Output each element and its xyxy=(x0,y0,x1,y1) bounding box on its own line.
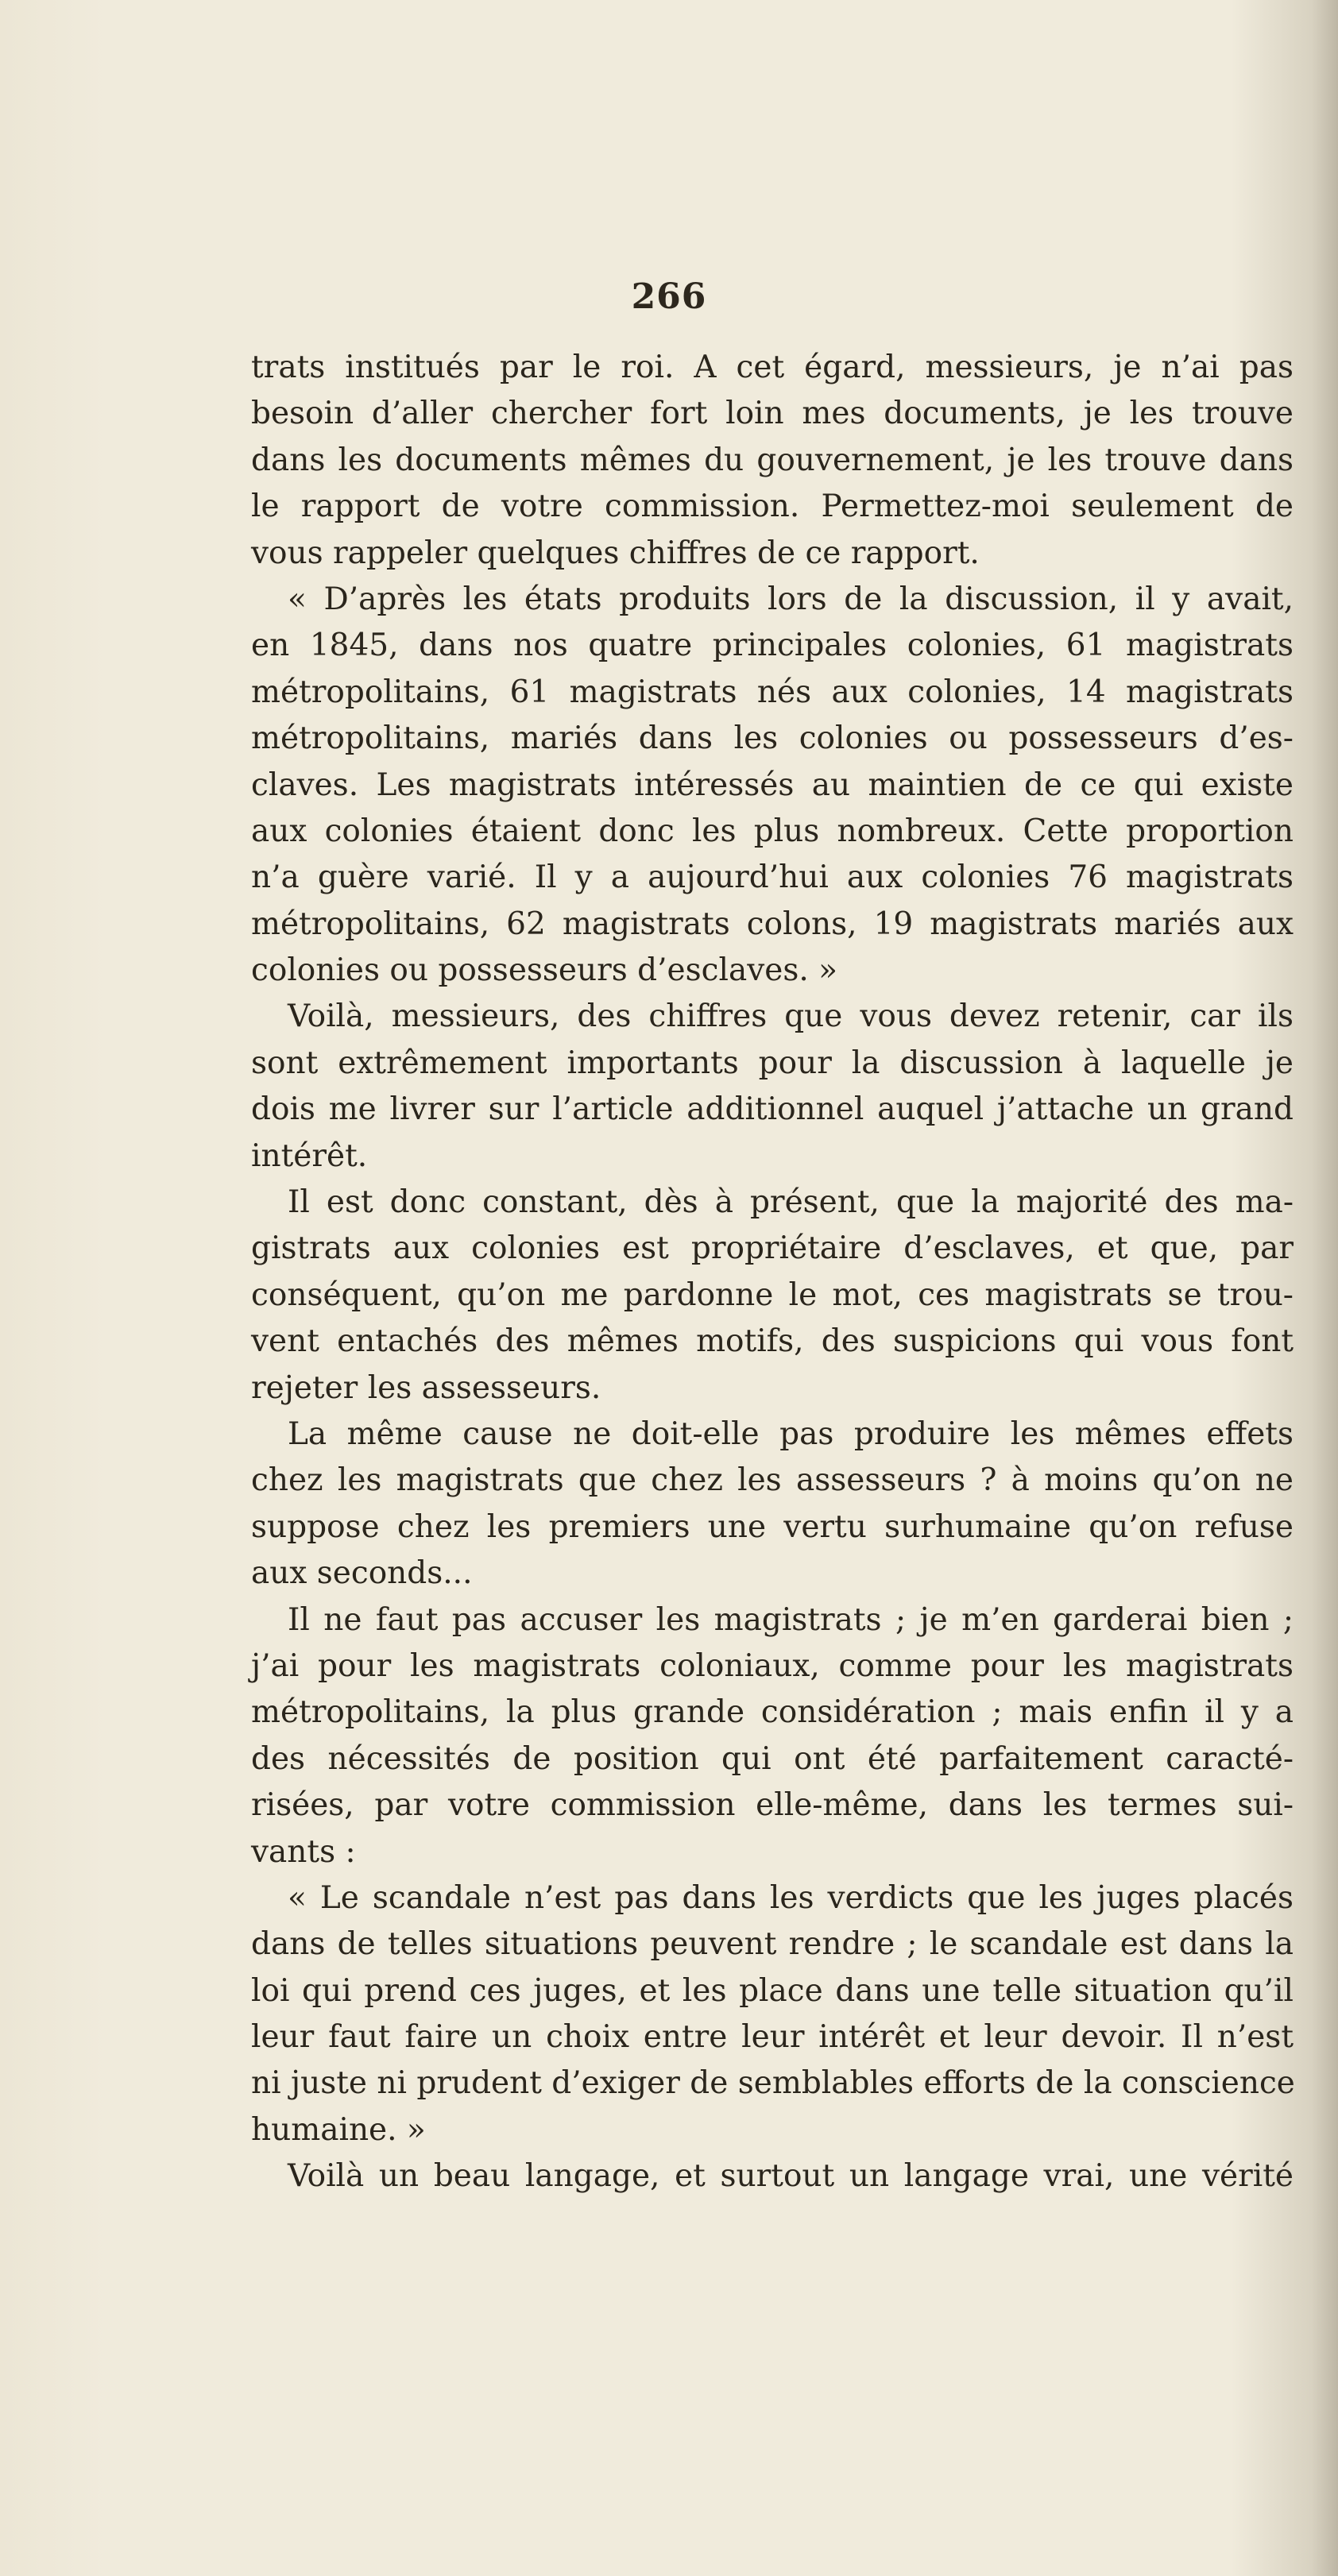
text-line: métropolitains, la plus grande considération ; mais enfin il y a xyxy=(251,1694,1294,1731)
text-line: Voilà un beau langage, et surtout un langage vrai, une vérité xyxy=(288,2158,1294,2195)
text-line: claves. Les magistrats intéressés au maintien de ce qui existe xyxy=(251,767,1294,803)
text-line: vous rappeler quelques chiffres de ce rapport. xyxy=(251,535,980,571)
text-line: gistrats aux colonies est propriétaire d’esclaves, et que, par xyxy=(251,1230,1294,1267)
text-line: dois me livrer sur l’article additionnel auquel j’attache un grand xyxy=(251,1091,1294,1128)
text-line: sont extrêmement importants pour la discussion à laquelle je xyxy=(251,1045,1294,1081)
text-line: humaine. » xyxy=(251,2111,426,2148)
text-line: rejeter les assesseurs. xyxy=(251,1369,601,1406)
text-line: La même cause ne doit-elle pas produire les mêmes effets xyxy=(288,1415,1294,1452)
text-line: aux colonies étaient donc les plus nombreux. Cette proportion xyxy=(251,813,1294,849)
text-line: dans les documents mêmes du gouvernement, je les trouve dans xyxy=(251,442,1294,478)
text-line: suppose chez les premiers une vertu surhumaine qu’on refuse xyxy=(251,1508,1294,1545)
text-line: aux seconds... xyxy=(251,1555,473,1592)
text-line: dans de telles situations peuvent rendre ; le scandale est dans la xyxy=(251,1926,1294,1963)
text-line: intérêt. xyxy=(251,1137,368,1174)
text-line: ni juste ni prudent d’exiger de semblables efforts de la conscience xyxy=(251,2065,1295,2102)
body-text xyxy=(251,345,1294,2200)
text-line: en 1845, dans nos quatre principales colonies, 61 magistrats xyxy=(251,628,1294,664)
text-line: loi qui prend ces juges, et les place dans une telle situation qu’il xyxy=(251,1972,1294,2009)
text-line: besoin d’aller chercher fort loin mes documents, je les trouve xyxy=(251,396,1294,432)
text-line: vent entachés des mêmes motifs, des suspicions qui vous font xyxy=(251,1323,1294,1360)
text-line: des nécessités de position qui ont été parfaitement caracté- xyxy=(251,1740,1294,1777)
text-line: métropolitains, mariés dans les colonies ou possesseurs d’es- xyxy=(251,720,1294,757)
text-line: « Le scandale n’est pas dans les verdicts que les juges placés xyxy=(288,1879,1294,1916)
text-line: trats institués par le roi. A cet égard, messieurs, je n’ai pas xyxy=(251,350,1294,385)
text-line: vants : xyxy=(251,1833,356,1870)
text-line: conséquent, qu’on me pardonne le mot, ces magistrats se trou- xyxy=(251,1276,1294,1313)
text-line: Il est donc constant, dès à présent, que la majorité des ma- xyxy=(288,1184,1294,1221)
text-line: métropolitains, 61 magistrats nés aux colonies, 14 magistrats xyxy=(251,674,1294,710)
text-line: leur faut faire un choix entre leur intérêt et leur devoir. Il n’est xyxy=(251,2019,1294,2056)
page-number: 266 xyxy=(631,276,707,317)
text-line: métropolitains, 62 magistrats colons, 19 magistrats mariés aux xyxy=(251,906,1294,942)
text-line: le rapport de votre commission. Permettez-moi seulement de xyxy=(251,489,1294,525)
text-line: colonies ou possesseurs d’esclaves. » xyxy=(251,952,837,989)
text-line: chez les magistrats que chez les assesseurs ? à moins qu’on ne xyxy=(251,1462,1294,1499)
text-line: Il ne faut pas accuser les magistrats ; je m’en garderai bien ; xyxy=(288,1601,1294,1638)
text-line: « D’après les états produits lors de la discussion, il y avait, xyxy=(288,581,1294,617)
text-line: j’ai pour les magistrats coloniaux, comme pour les magistrats xyxy=(251,1647,1294,1684)
text-line: risées, par votre commission elle-même, dans les termes sui- xyxy=(251,1787,1294,1824)
text-line: n’a guère varié. Il y a aujourd’hui aux colonies 76 magistrats xyxy=(251,859,1294,896)
text-line: Voilà, messieurs, des chiffres que vous devez retenir, car ils xyxy=(288,998,1294,1035)
